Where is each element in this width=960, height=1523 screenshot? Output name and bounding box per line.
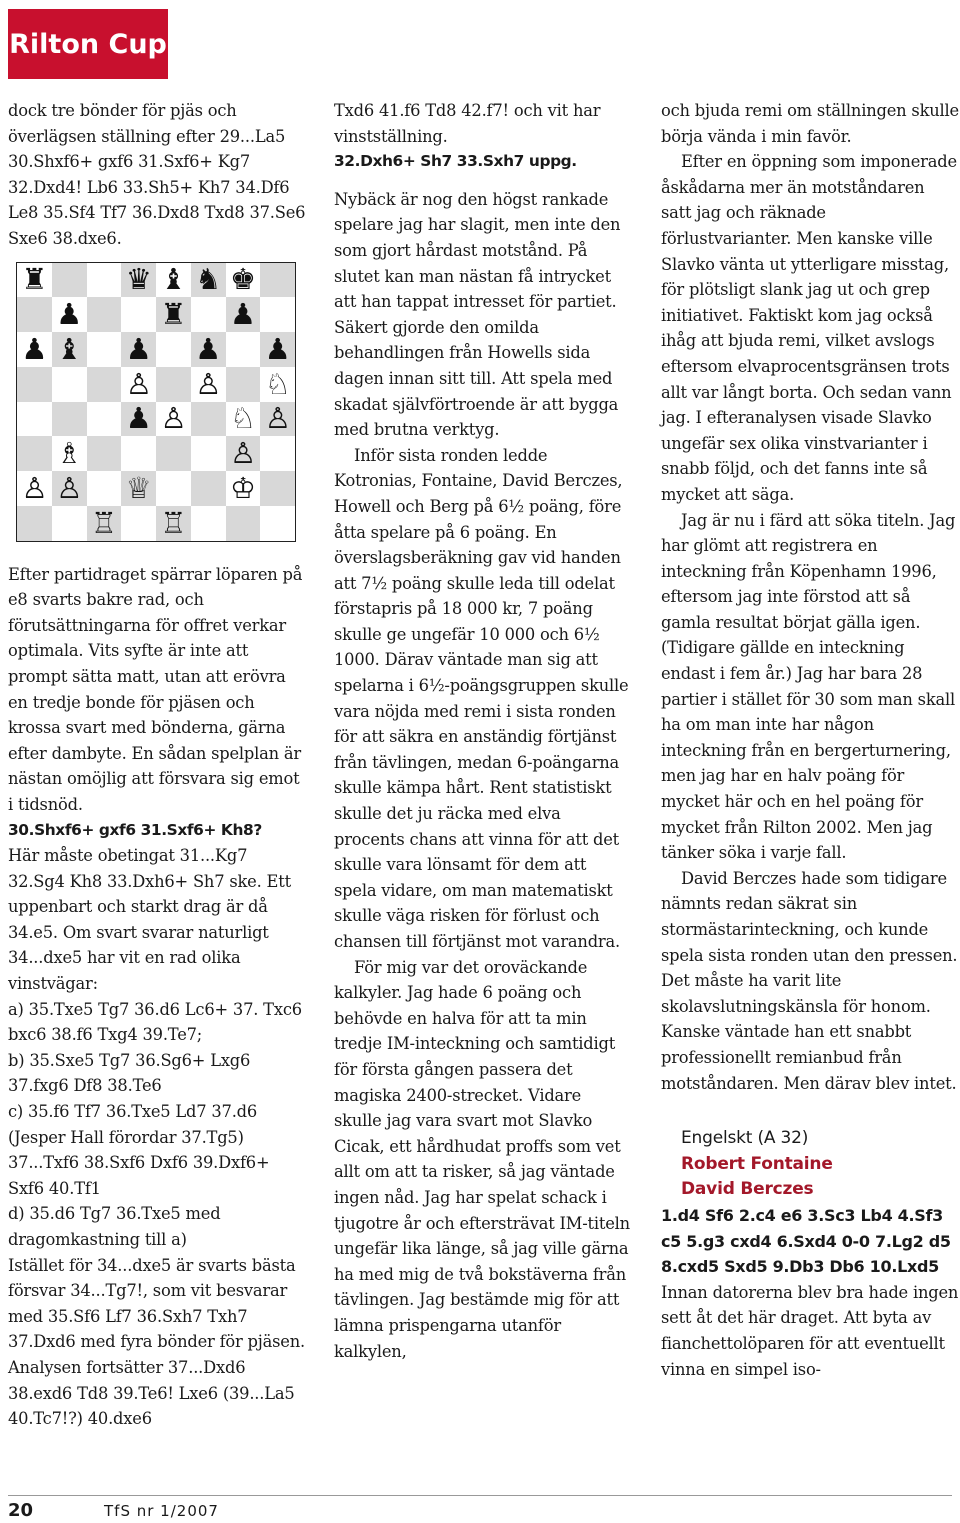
game-header xyxy=(681,1126,959,1203)
board-square: ♚ xyxy=(226,263,261,298)
board-square: ♟ xyxy=(121,332,156,367)
board-square xyxy=(87,297,122,332)
paragraph: För mig var det oroväckande kalkyler. Jag hade 6 poäng och behövde en halva för att ta min tredje IM-inteckning och samtidigt för första gången passera det magiska 2400-strecket. Vidare skulle jag vara svart mot Slavko Cicak, ett hårdhudat proffs som vet allt om att ta risker, så jag väntade ingen nåd. Jag har spelat schack i tjugotre år och eftersträvat IM-titeln ungefär lika länge, så jag ville gärna ha med mig de två bokstäverna från tävlingen. Jag bestämde mig för att lämna prispengarna utanför kalkylen, xyxy=(334,957,630,1361)
board-square xyxy=(191,506,226,541)
board-square: ♟ xyxy=(121,402,156,437)
opening-name: Engelskt (A 32) xyxy=(681,1128,809,1149)
board-square xyxy=(226,506,261,541)
move-line: 30.Shxf6+ gxf6 31.Sxf6+ Kh8? xyxy=(8,820,262,839)
board-square: ♜ xyxy=(156,297,191,332)
board-square xyxy=(156,367,191,402)
board-square: ♟ xyxy=(191,332,226,367)
board-square: ♔ xyxy=(226,471,261,506)
board-square: ♞ xyxy=(191,263,226,298)
magazine-issue: TfS nr 1/2007 xyxy=(104,1502,219,1520)
paragraph: Efter partidraget spärrar löparen på e8 svarts bakre rad, och förutsättningarna för offret verkar optimala. Vits syfte är inte att prompt sätta matt, utan att erövra en tredje bonde för pjäsen och krossa svart med bönderna, gärna efter dambyte. En sådan spelplan är nästan omöjlig att försvara sig emot i tidsnöd. xyxy=(8,564,303,814)
board-square xyxy=(260,263,295,298)
board-square xyxy=(17,506,52,541)
board-square xyxy=(17,297,52,332)
board-square: ♙ xyxy=(260,402,295,437)
board-square xyxy=(226,367,261,402)
board-square xyxy=(260,506,295,541)
board-square: ♙ xyxy=(52,471,87,506)
variation-b: b) 35.Sxe5 Tg7 36.Sg6+ Lxg6 37.fxg6 Df8 38.Te6 xyxy=(8,1050,251,1096)
black-player: David Berczes xyxy=(681,1179,814,1200)
board-square xyxy=(156,471,191,506)
chess-diagram xyxy=(16,262,296,542)
paragraph: Efter en öppning som imponerade åskådarna mer än motståndaren satt jag och räknade förlustvarianter. Men kanske ville Slavko vänta ut ytterligare misstag, för plötsligt slank jag ut och grep initiativet. Faktiskt kom jag också ihåg att bjuda remi, vilket avslogs eftersom elvaprocentsgränsen trots allt var långt borta. Och sedan vann jag. I efteranalysen visade Slavko ungefär sex olika vinstvarianter i snabb följd, och det fanns inte så mycket att säga. xyxy=(661,152,957,504)
board-square xyxy=(52,263,87,298)
board-square: ♙ xyxy=(121,367,156,402)
board-square xyxy=(52,402,87,437)
paragraph: dock tre bönder för pjäs och överlägsen ställning efter 29...La5 30.Shxf6+ gxf6 31.Sxf6+ Kg7 32.Dxd4! Lb6 33.Sh5+ Kh7 34.Df6 Le8 35.Sf4 Tf7 36.Dxd8 Txd8 37.Se6 Sxe6 38.dxe6. xyxy=(8,101,306,248)
game-moves: 1.d4 Sf6 2.c4 e6 3.Sc3 Lb4 4.Sf3 c5 5.g3 cxd4 6.Sxd4 0-0 7.Lg2 d5 8.cxd5 Sxd5 9.Db3 Db6 10.Lxd5 xyxy=(661,1205,951,1277)
paragraph: Istället för 34...dxe5 är svarts bästa försvar 34...Tg7!, som vit besvarar med 35.Sf6 Lf7 36.Sxh7 Txh7 37.Dxd6 med fyra bönder för pjäsen. Analysen fortsätter 37...Dxd6 38.exd6 Td8 39.Te6! Lxe6 (39...La5 40.Tc7!?) 40.dxe6 xyxy=(8,1255,305,1429)
board-square xyxy=(87,367,122,402)
board-square xyxy=(121,436,156,471)
paragraph: Här måste obetingat 31...Kg7 32.Sg4 Kh8 33.Dxh6+ Sh7 ske. Ett uppenbart och starkt drag är då 34.e5. Om svart svarar naturligt 34...dxe5 har vit en rad olika vinstvägar: xyxy=(8,846,291,994)
paragraph: Jag är nu i färd att söka titeln. Jag har glömt att registrera en inteckning från Köpenhamn 1996, eftersom jag inte förstod att så gamla resultat börjat gälla igen. (Tidigare gällde en inteckning endast i fem år.) Jag har bara 28 partier i stället för 30 som man skall ha om man inte har någon inteckning från en bergerturnering, men jag har en halv poäng för mycket här och en hel poäng för mycket från Rilton 2002. Men jag tänker söka i varje fall. xyxy=(661,510,956,863)
board-square xyxy=(17,367,52,402)
paragraph: Txd6 41.f6 Td8 42.f7! och vit har vinstställning. xyxy=(334,101,601,146)
paragraph: Innan datorerna blev bra hade ingen sett åt det här draget. Att byta av fianchettolöparen för att eventuellt vinna en simpel iso- xyxy=(661,1282,959,1379)
board-square xyxy=(121,297,156,332)
board-square xyxy=(87,263,122,298)
board-square xyxy=(17,402,52,437)
board-square: ♝ xyxy=(52,332,87,367)
board-square xyxy=(191,436,226,471)
move-line: 32.Dxh6+ Sh7 33.Sxh7 uppg. xyxy=(334,152,577,171)
board-square xyxy=(260,297,295,332)
board-square: ♕ xyxy=(121,471,156,506)
board-square: ♝ xyxy=(156,263,191,298)
board-square xyxy=(17,436,52,471)
board-square xyxy=(260,471,295,506)
board-square xyxy=(52,367,87,402)
board-square xyxy=(121,506,156,541)
board-square xyxy=(156,332,191,367)
board-square: ♜ xyxy=(17,263,52,298)
board-square: ♖ xyxy=(87,506,122,541)
board-square xyxy=(87,402,122,437)
board-square: ♗ xyxy=(52,436,87,471)
variation-c: c) 35.f6 Tf7 36.Txe5 Ld7 37.d6 (Jesper Hall förordar 37.Tg5) 37...Txf6 38.Sxf6 Dxf6 39.Dxf6+ Sxf6 40.Tf1 xyxy=(8,1102,270,1198)
board-square xyxy=(87,436,122,471)
column-2 xyxy=(334,98,632,1364)
variation-d: d) 35.d6 Tg7 36.Txe5 med dragomkastning till a) xyxy=(8,1204,221,1249)
board-square: ♟ xyxy=(260,332,295,367)
board-square: ♟ xyxy=(52,297,87,332)
board-square: ♘ xyxy=(260,367,295,402)
page-number: 20 xyxy=(8,1500,34,1521)
board-square: ♙ xyxy=(17,471,52,506)
board-square xyxy=(191,297,226,332)
board-square xyxy=(191,471,226,506)
white-player: Robert Fontaine xyxy=(681,1153,833,1174)
board-square: ♘ xyxy=(226,402,261,437)
board-square: ♛ xyxy=(121,263,156,298)
board-square: ♖ xyxy=(156,506,191,541)
board-square xyxy=(156,436,191,471)
paragraph: Inför sista ronden ledde Kotronias, Fontaine, David Berczes, Howell och Berg på 6½ poäng, före åtta spelare på 6 poäng. En överslagsberäkning gav vid handen att 7½ poäng skulle leda till odelat förstapris på 18 000 kr, 7 poäng skulle ge ungefär 10 000 och 6½ 1000. Därav väntade man sig att spelarna i 6½-poängsgruppen skulle vara nöjda med remi i sista ronden för att säkra en anständig förtjänst från tävlingen, medan 6-poängarna skulle kämpa hårt. Rent statistiskt skulle det ju räcka med elva procents chans att vinna för att det skulle vara lönsamt för dem att spela vidare, om man matematiskt skulle väga risken för förlust och chansen till förtjänst mot varandra. xyxy=(334,445,629,951)
footer-rule xyxy=(8,1495,952,1496)
board-square: ♙ xyxy=(156,402,191,437)
board-square xyxy=(52,506,87,541)
column-1 xyxy=(8,98,306,1432)
board-square: ♟ xyxy=(17,332,52,367)
board-square xyxy=(191,402,226,437)
paragraph: David Berczes hade som tidigare nämnts redan säkrat sin stormästarinteckning, och kunde spela sista ronden utan den pressen. Det måste ha varit lite skolavslutningskänsla för honom. Kanske väntade han ett snabbt professionellt remianbud från motståndaren. Men därav blev intet. xyxy=(661,868,958,1093)
board-square: ♙ xyxy=(191,367,226,402)
column-3 xyxy=(661,98,959,1382)
board-square: ♟ xyxy=(226,297,261,332)
paragraph: Nybäck är nog den högst rankade spelare jag har slagit, men inte den som gjort hårdast motstånd. På slutet kan man nästan få intrycket att han tappat intresset för partiet. Säkert gjorde den omilda behandlingen från Howells sida dagen innan sitt till. Att spela med skadat självförtroende är att bygga med brutna verktyg. xyxy=(334,189,621,440)
board-square: ♙ xyxy=(226,436,261,471)
variation-a: a) 35.Txe5 Tg7 36.d6 Lc6+ 37. Txc6 bxc6 38.f6 Txg4 39.Te7; xyxy=(8,999,302,1045)
board-square xyxy=(226,332,261,367)
board-square xyxy=(87,471,122,506)
board-square xyxy=(87,332,122,367)
section-badge: Rilton Cup xyxy=(8,9,168,79)
board-square xyxy=(260,436,295,471)
paragraph: och bjuda remi om ställningen skulle börja vända i min favör. xyxy=(661,101,959,146)
